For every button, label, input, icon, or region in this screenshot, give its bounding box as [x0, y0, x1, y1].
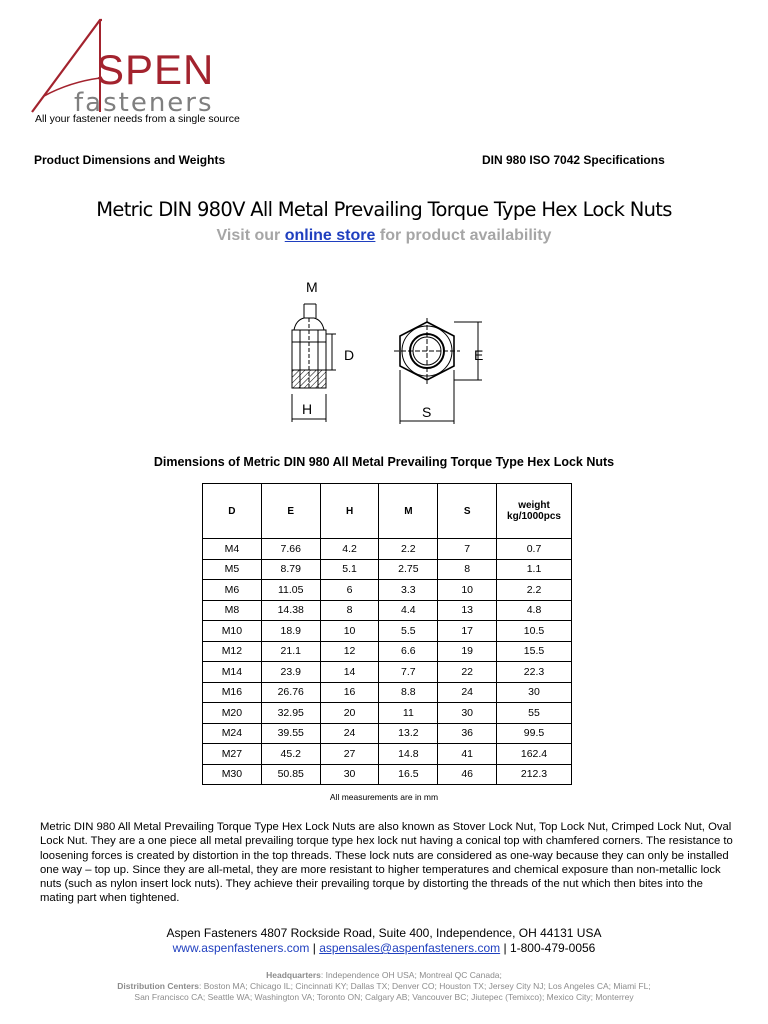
table-cell: 10.5: [497, 621, 572, 642]
side-view: [292, 304, 336, 422]
table-cell: 55: [497, 703, 572, 724]
hq-label: Headquarters: [266, 970, 321, 980]
table-cell: 45.2: [261, 744, 320, 765]
footer: [0, 970, 768, 1003]
table-cell: 22: [438, 662, 497, 683]
contact-links: [0, 941, 768, 956]
table-row: [203, 703, 572, 724]
table-cell: 7.7: [379, 662, 438, 683]
weight-header-1: weight: [518, 500, 550, 511]
lock-nut-diagram: [282, 274, 502, 434]
table-cell: 17: [438, 621, 497, 642]
table-row: [203, 559, 572, 580]
table-cell: 2.2: [379, 539, 438, 560]
col-header-e: E: [261, 484, 320, 539]
table-cell: M30: [203, 764, 262, 785]
label-e: E: [474, 347, 484, 363]
table-row: [203, 723, 572, 744]
header-right: DIN 980 ISO 7042 Specifications: [482, 153, 665, 167]
table-cell: 26.76: [261, 682, 320, 703]
table-cell: M12: [203, 641, 262, 662]
table-cell: 4.2: [320, 539, 379, 560]
table-cell: 24: [438, 682, 497, 703]
table-row: [203, 621, 572, 642]
col-header-m: M: [379, 484, 438, 539]
table-row: [203, 539, 572, 560]
label-d: D: [344, 347, 355, 363]
table-cell: M10: [203, 621, 262, 642]
store-line-post: for product availability: [379, 227, 552, 244]
table-cell: M8: [203, 600, 262, 621]
table-title: Dimensions of Metric DIN 980 All Metal Prevailing Torque Type Hex Lock Nuts: [153, 455, 615, 469]
footer-hq: [0, 970, 768, 981]
page-title: Metric DIN 980V All Metal Prevailing Torque Type Hex Lock Nuts: [96, 198, 672, 221]
table-cell: 8: [320, 600, 379, 621]
table-cell: 21.1: [261, 641, 320, 662]
col-header-s: S: [438, 484, 497, 539]
table-row: [203, 662, 572, 683]
table-cell: 18.9: [261, 621, 320, 642]
table-cell: 24: [320, 723, 379, 744]
table-cell: 23.9: [261, 662, 320, 683]
tagline: All your fastener needs from a single source: [35, 113, 240, 125]
table-cell: 14.8: [379, 744, 438, 765]
table-cell: M4: [203, 539, 262, 560]
table-cell: 0.7: [497, 539, 572, 560]
email-link[interactable]: aspensales@aspenfasteners.com: [319, 941, 501, 955]
address-block: [0, 926, 768, 956]
table-cell: M27: [203, 744, 262, 765]
table-cell: 39.55: [261, 723, 320, 744]
table-cell: 7: [438, 539, 497, 560]
table-cell: M6: [203, 580, 262, 601]
table-cell: 1.1: [497, 559, 572, 580]
table-row: [203, 744, 572, 765]
table-cell: M14: [203, 662, 262, 683]
table-cell: 10: [320, 621, 379, 642]
table-cell: 10: [438, 580, 497, 601]
store-line: [0, 227, 768, 245]
label-s: S: [422, 404, 432, 420]
table-cell: 13: [438, 600, 497, 621]
table-cell: 14: [320, 662, 379, 683]
table-cell: 5.1: [320, 559, 379, 580]
table-cell: 32.95: [261, 703, 320, 724]
table-cell: 16: [320, 682, 379, 703]
online-store-link[interactable]: online store: [284, 227, 376, 244]
label-m: M: [306, 279, 318, 295]
table-row: [203, 600, 572, 621]
header-left: Product Dimensions and Weights: [34, 153, 226, 167]
table-header-row: [203, 484, 572, 539]
col-header-weight: [497, 484, 572, 539]
separator: |: [312, 941, 316, 955]
table-cell: 11: [379, 703, 438, 724]
table-cell: 2.2: [497, 580, 572, 601]
phone-number: 1-800-479-0056: [509, 941, 596, 955]
table-cell: 30: [320, 764, 379, 785]
table-cell: 8.79: [261, 559, 320, 580]
table-cell: M20: [203, 703, 262, 724]
table-cell: 6.6: [379, 641, 438, 662]
table-body: [203, 539, 572, 785]
weight-header-2: kg/1000pcs: [507, 511, 561, 522]
col-header-d: D: [203, 484, 262, 539]
table-row: [203, 682, 572, 703]
table-cell: 4.8: [497, 600, 572, 621]
table-row: [203, 641, 572, 662]
dc-label: Distribution Centers: [117, 981, 199, 991]
table-cell: M16: [203, 682, 262, 703]
table-cell: 50.85: [261, 764, 320, 785]
label-h: H: [302, 401, 313, 417]
dc-text: : Boston MA; Chicago IL; Cincinnati KY; Dallas TX; Denver CO; Houston TX; Jersey City NJ; Los Angeles CA; Miami FL;: [199, 981, 651, 991]
table-cell: 5.5: [379, 621, 438, 642]
table-cell: M24: [203, 723, 262, 744]
footer-dc-2: San Francisco CA; Seattle WA; Washington VA; Toronto ON; Calgary AB; Vancouver BC; Jiutepec (Temixco); Mexico City; Monterrey: [134, 992, 634, 1002]
table-cell: 30: [497, 682, 572, 703]
table-cell: M5: [203, 559, 262, 580]
table-cell: 2.75: [379, 559, 438, 580]
table-cell: 6: [320, 580, 379, 601]
col-header-h: H: [320, 484, 379, 539]
measurement-note: All measurements are in mm: [329, 792, 439, 802]
address-line: Aspen Fasteners 4807 Rockside Road, Suite 400, Independence, OH 44131 USA: [166, 926, 602, 940]
website-link[interactable]: www.aspenfasteners.com: [172, 941, 310, 955]
table-cell: 27: [320, 744, 379, 765]
table-cell: 7.66: [261, 539, 320, 560]
table-cell: 162.4: [497, 744, 572, 765]
store-line-pre: Visit our: [216, 227, 281, 244]
table-cell: 20: [320, 703, 379, 724]
footer-dc: [0, 981, 768, 992]
hq-text: : Independence OH USA; Montreal QC Canada;: [320, 970, 502, 980]
table-cell: 41: [438, 744, 497, 765]
table-cell: 212.3: [497, 764, 572, 785]
table-cell: 11.05: [261, 580, 320, 601]
table-cell: 46: [438, 764, 497, 785]
table-cell: 19: [438, 641, 497, 662]
aspen-fasteners-logo: [30, 16, 260, 126]
table-cell: 15.5: [497, 641, 572, 662]
logo-word: SPEN: [96, 46, 215, 93]
table-row: [203, 580, 572, 601]
table-cell: 22.3: [497, 662, 572, 683]
dimensions-table: [202, 483, 572, 785]
table-cell: 3.3: [379, 580, 438, 601]
table-cell: 4.4: [379, 600, 438, 621]
table-cell: 30: [438, 703, 497, 724]
table-cell: 12: [320, 641, 379, 662]
top-view: [394, 318, 482, 424]
description-paragraph: Metric DIN 980 All Metal Prevailing Torque Type Hex Lock Nuts are also known as Stover Lock Nut, Top Lock Nut, Crimped Lock Nut, Oval Lock Nut. They are a one piece all metal prevailing torque type hex lock nut having a conical top with chamfered corners. The resistance to loosening forces is created by distortion in the top threads. These lock nuts are considered as one-way because they can only be installed one way – top up. Since they are all-metal, they are more resistant to higher temperatures and chemical exposure than non-metallic lock nuts (such as nylon insert lock nuts). They achieve their prevailing torque by distorting the threads of the nut which then bites into the mating part when tightened.: [40, 821, 733, 905]
table-cell: 99.5: [497, 723, 572, 744]
table-cell: 36: [438, 723, 497, 744]
table-cell: 16.5: [379, 764, 438, 785]
table-cell: 14.38: [261, 600, 320, 621]
table-cell: 8.8: [379, 682, 438, 703]
table-row: [203, 764, 572, 785]
logo-sub: fasteners: [74, 88, 214, 118]
table-cell: 8: [438, 559, 497, 580]
table-cell: 13.2: [379, 723, 438, 744]
separator: |: [503, 941, 507, 955]
